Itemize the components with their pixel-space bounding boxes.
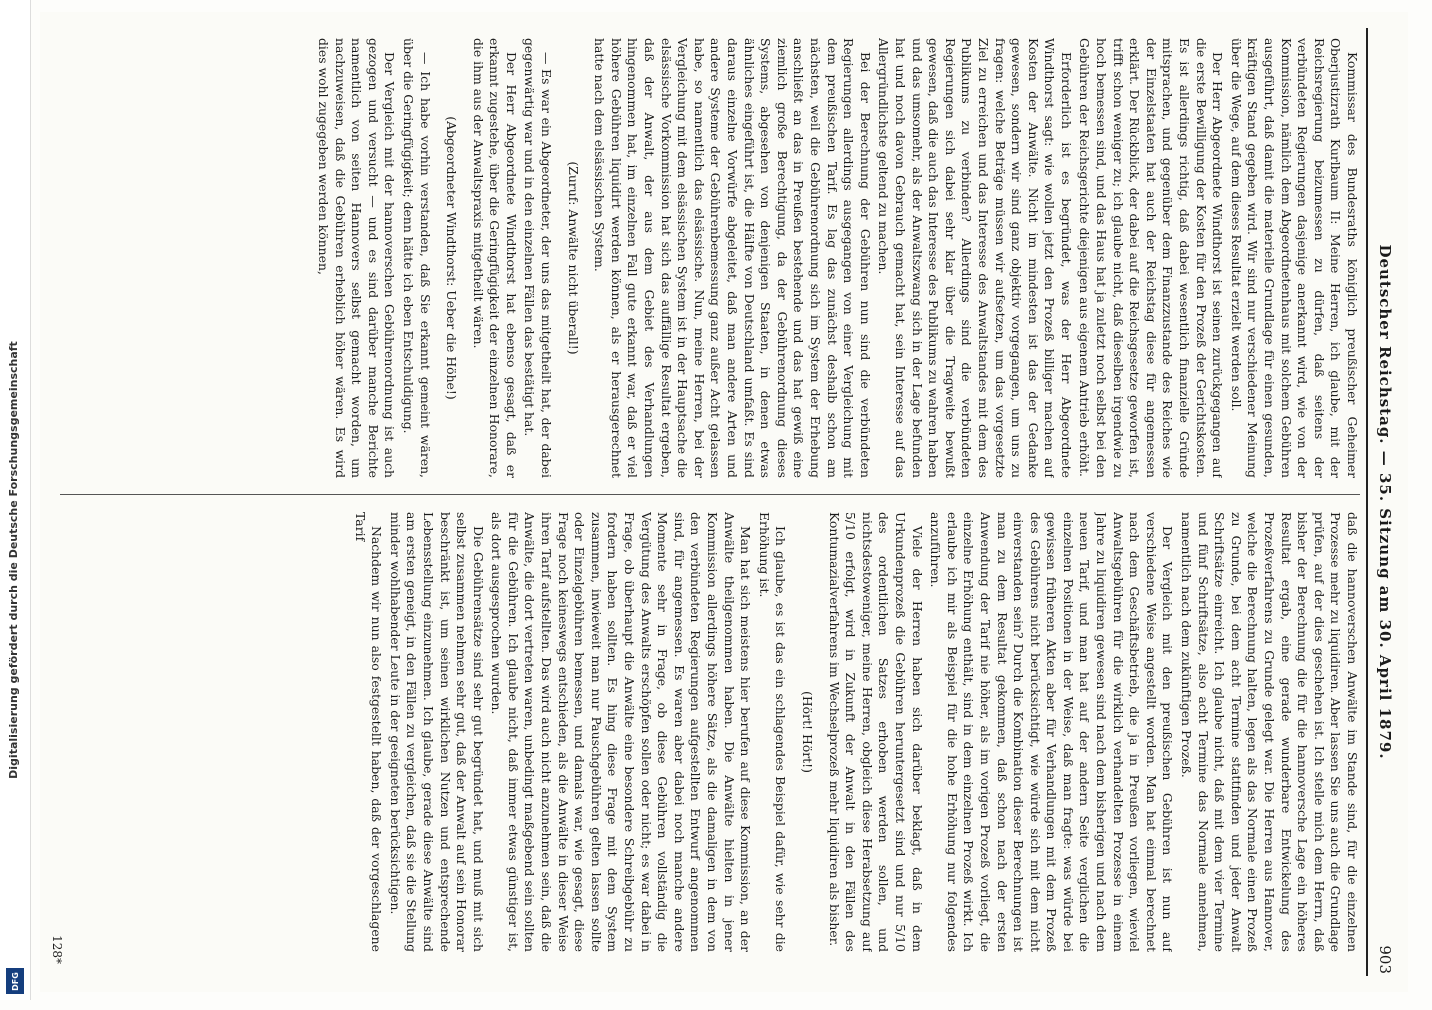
paragraph: Erforderlich ist es begründet, was der Herr Abgeordnete Windthorst sagt: wie wollen jetzt den Prozeß billiger machen auf Kosten der Anwälte. Nicht im mindesten ist das der Gedanke gewesen, sondern wir sind ganz objektiv vorgegangen, um uns zu fragen: welche Beträge müssen wir aufsetzen, um das vorgesetzte Ziel zu erreichen und das Interesse des Anwaltstandes mit dem des Publikums zu verbinden? Allerdings sind die verbündeten Regierungen sich dabei sehr klar über die Tragweite bewußt gewesen, daß die auch das Interesse des Publikums zu wahren haben und das umsomehr, als der Anwaltszwang sich in der Lage befunden hat und noch davon Gebrauch gemacht hat, sein Interesse auf das Allergründlichste geltend zu machen. [876,38,1074,478]
paragraph: Viele der Herren haben sich darüber beklagt, daß in dem Urkundenprozeß die Gebühren heruntergesetzt sind und nur 5/10 des ordentlichen Satzes erhoben werden sollen, und nichtsdestoweniger, meine Herren, obgleich diese Herabsetzung auf 5/10 erfolgt, wird in Zukunft der Anwalt in den Fällen des Kontumazialverfahrens im Wechselprozeß mehr liquidiren als bisher. [826,512,925,952]
left-column [60,38,1360,478]
paragraph: — Ich habe vorhin verstanden, daß Sie erkannt gemeint wären, über die Geringfügigkeit; denn hätte ich eben Entschuldigung. [400,38,433,478]
paragraph: Bei der Berechnung der Gebühren nun sind die verbündeten Regierungen allerdings ausgegangen von einer Vergleichung mit dem preußischen Tarif. Es lag das zunächst deshalb schon am nächsten, weil die Gebührenordnung sich im System der Erhebung anschließt an das in Preußen bestehende und das hat gewiß eine ziemlich große Berechtigung, da der Gebührenordnung dieses Systems, abgesehen von denjenigen Staaten, in denen etwas ähnliches eingeführt ist, die Hälfte von Deutschland umfaßt. Es sind daraus einzelne Vorwürfe abgeleitet, daß man andere Arten und andere Systeme der Gebührenbemessung ganz außer Acht gelassen habe, so namentlich das elsässische. Nun, meine Herren, bei der Vergleichung mit dem elsässischen System ist in der Hauptsache die elsässische Vorkommission hat sich das auffällige Resultat ergeben, daß der Anwalt, der aus dem Gebiet des Verhandlungen hingenommen hat, im einzelnen Fall gute erkannt war, daß er viel höhere Gebühren liquidirt werden können, als er herausgerechnet hatte nach dem elsässischen System. [592,38,873,478]
paragraph: Man hat sich meistens hier berufen auf diese Kommission, an der Anwälte theilgenommen haben. Die Anwälte hielten in jener Kommission allerdings höhere Sätze, als die damaligen in dem von den verbündeten Regierungen aufgestellten Entwurf angenommen sind, für angemessen. Es waren aber dabei noch manche andere Momente sehr in Frage, ob diese Gebühren vollständig die Vergütung des Anwalts erschöpfen sollen oder nicht; es war dabei in Frage, ob überhaupt die Anwälte eine besondere Schreibgebühr zu fordern haben sollten. Es hing diese Frage mit dem System zusammen, inwieweit man nur Pauschgebühren gelten lassen sollte oder Einzelgebühren bemessen, und damals war, wie gesagt, diese Frage noch keineswegs entschieden, als die Anwälte in dieser Weise ihren Tarif aufstellten. Das wird auch nicht anzunehmen sein, daß die Anwälte, die dort vertreten waren, unbedingt maßgebend sein sollten für die Gebühren. Ich glaube nicht, daß immer etwas günstiger ist, als dort ausgesprochen wurden. [489,512,754,952]
paragraph: Der Herr Abgeordnete Windthorst ist seinen zurückgegangen auf die erste Bewilligung der Kosten für den Prozeß der Gerichtskosten. Es ist allerdings richtig, daß dabei wesentlich finanzielle Gründe mitsprachen, und gegenüber dem Finanzzustande des Reiches wie der Einzelstaaten hat auch der Reichstag diese für angemessen erklärt. Der Rückblick, der dabei auf die Reichsgesetze geworfen ist, trifft schon weniger zu; ich glaube nicht, daß dieselben irgendwie zu hoch bemessen sind, und das Haus hat ja zuletzt noch selbst bei den Gebühren der Reichsgerichte diejenigen aus eigenem Antrieb erhöht. [1077,38,1226,478]
page-header [1368,30,1402,974]
interjection: (Abgeordneter Windthorst: Ueber die Höhe!) [444,116,460,400]
paragraph: Ich glaube, es ist das ein schlagendes Beispiel dafür, wie sehr die Erhöhung ist. [756,512,789,952]
signature-mark: 128* [50,935,64,964]
paragraph: Nachdem wir nun also festgestellt haben, daß der vorgeschlagene Tarif [352,512,385,952]
newspaper-page [40,12,1408,992]
paragraph: Der Vergleich mit der hannoverschen Gebührenordnung ist auch gezogen und versucht — und es sind darüber manche Berichte namentlich von seiten Hannovers selbst gemacht worden, um nachzuweisen, daß die Gebühren erheblich höher wären. Es wird dies wohl zugegeben werden können, [315,38,398,478]
page-number: 903 [1376,945,1394,974]
dfg-logo-text: DFG [10,971,20,991]
digitization-margin [0,0,31,1000]
right-column [60,512,1360,952]
interjection: (Hört! Hört!) [800,691,815,773]
paragraph: Der Herr Abgeordnete Windthorst hat ebenso gesagt, daß er erkannt zugestehe, über die Geringfügigkeit der einzelnen Honorare, die ihm aus der Anwaltspraxis mitgetheilt wären. [470,38,519,478]
scanned-page-viewport [40,12,1408,992]
paragraph: daß die hannoverschen Anwälte im Stande sind, für die einzelnen Prozesse mehr zu liquidiren. Aber lassen Sie uns auch die Grundlage prüfen, auf der dies geschehen ist. Ich stelle mich dem Herrn, daß bisher der Berechnung die für die hannoversche Lage ein höheres Resultat ergab, eine gerade wunderbare Entwickelung des Prozeßverfahrens zu Grunde gelegt war. Die Herren aus Hannover, welche die Berechnung halten, legen als das Normale einen Prozeß zu Grunde, bei dem acht Termine stattfinden und jeder Anwalt Schriftsätze einreicht. Ich glaube nicht, daß mit dem vier Termine und fünf Schriftsätze, also acht Termine das Normale annehmen, namentlich nach dem zukünftigen Prozeß. [1179,512,1360,952]
page-title: Deutscher Reichstag. — 35. Sitzung am 30. April 1879. [1376,244,1394,760]
paragraph: Die Gebührensätze sind sehr gut begründet hat, und muß mit sich selbst zusammen nehmen sehr gut, daß der Anwalt auf sein Honorar beschränkt ist, um seinen wirklichen Nutzen und entsprechende Lebensstellung einzunehmen. Ich glaube, gerade diese Anwälte sind am ersten geneigt, in den Fällen zu vergleichen, daß sie die Stellung minder wohlhabender Leute in der geeigneten berücksichtigen. [387,512,486,952]
column-divider [60,494,1360,495]
paragraph: Kommissar des Bundesraths königlich preußischer Geheimer Oberjustizrath Kurlbaum II: Meine Herren, ich glaube, mit der Reichsregierung beizumessen zu dürfen, daß seitens der verbündeten Regierungen dasjenige anerkannt wird, wie von der Kommission, nämlich dem Abgeordnetenhaus mit solchem Gebühren ausgeführt, daß damit die materielle Grundlage für einen gesunden, kräftigen Stand gegeben wird. Wir sind nur verschiedener Meinung über die Wege, auf dem dieses Resultat erzielt werden soll. [1228,38,1360,478]
interjection: (Zuruf: Anwälte nicht überall!) [565,161,581,355]
dfg-logo [6,968,24,994]
paragraph: Der Vergleich mit den preußischen Gebühren ist nun auf verschiedene Weise angestellt worden. Man hat einmal berechnet nach dem Geschäftsbetrieb, die ja in Preußen vorliegen, wieviel Anwaltsgebühren für die wirklich verhandelten Prozesse in einem Jahre zu liquidiren gewesen sind nach dem bisherigen und nach dem neuen Tarif, und man hat auf der andern Seite verglichen die einzelnen Positionen in der Weise, daß man fragte: was würde bei gewissen früheren Akten aber für Verhandlungen mit dem Prozeß des Gebührens nicht berücksichtigt, wie würde sich mit dem nicht einverstanden sein? Durch die Kombination dieser Berechnungen ist man zu dem Resultat gekommen, daß schon nach der ersten Anwendung der Tarif nie höher, als im vorigen Prozeß vorliegt, die einzelne Erhöhung enthält, sind in dem einzelnen Prozeß wirkt. Ich erlaube ich mir als Beispiel für die hohe Erhöhung nur folgendes anzuführen. [928,512,1176,952]
paragraph: — Es war ein Abgeordneter, der uns das mitgetheilt hat, der dabei gegenwärtig war und in den einzelnen Fällen das bestätigt hat. [522,38,555,478]
digitization-credit: Digitalisierung gefördert durch die Deutsche Forschungsgemeinschaft [7,341,20,779]
header-rule [1366,28,1368,976]
